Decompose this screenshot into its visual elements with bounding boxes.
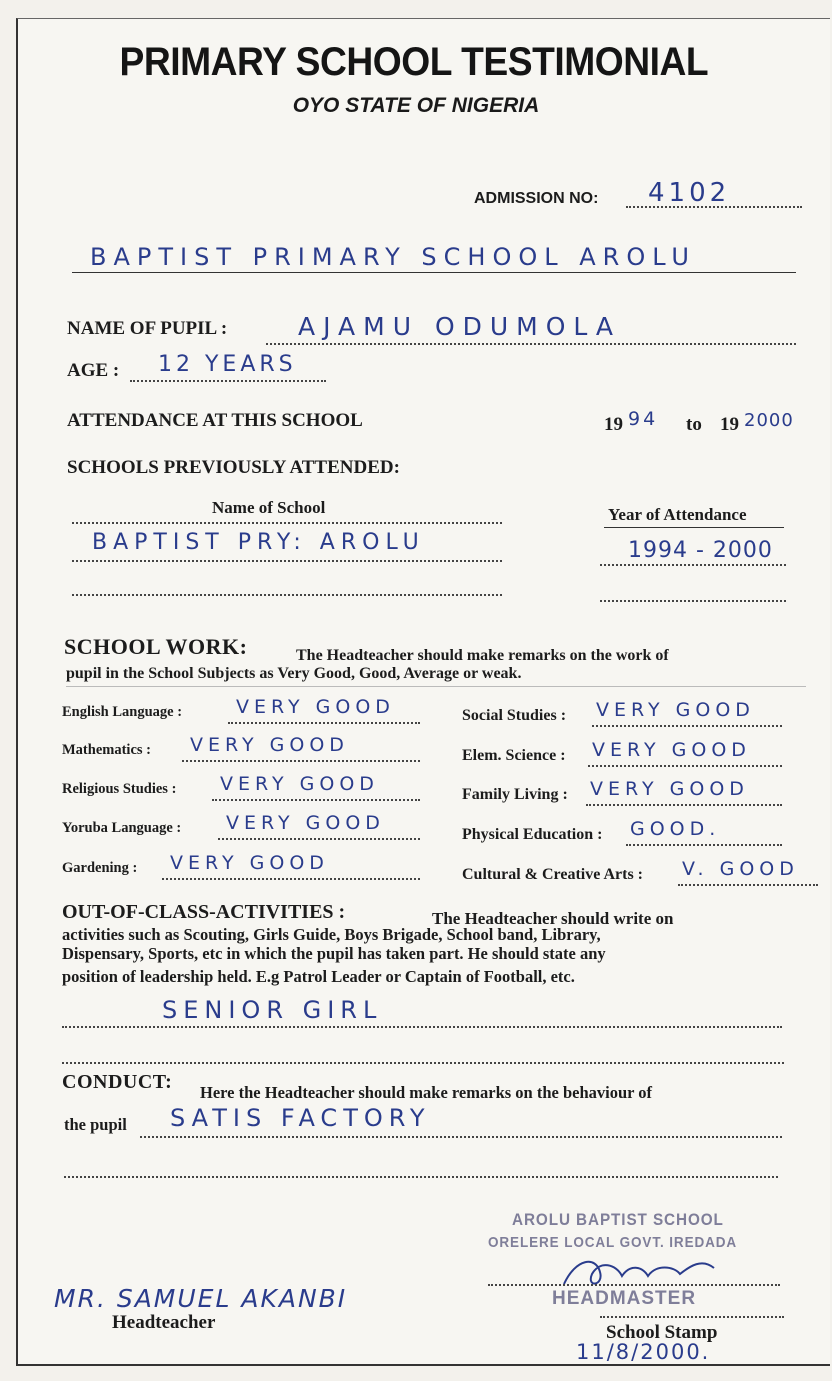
subject-line	[162, 878, 420, 880]
date-value: 11/8/2000.	[576, 1340, 711, 1364]
year-header-line	[604, 527, 784, 528]
stamp-line-1: AROLU BAPTIST SCHOOL	[512, 1210, 724, 1229]
prev-school-value: BAPTIST PRY: AROLU	[92, 530, 425, 555]
col-name-of-school: Name of School	[212, 498, 326, 517]
activities-line-3: Dispensary, Sports, etc in which the pupil has taken part. He should state any	[62, 944, 606, 963]
activities-line-1: The Headteacher should write on	[432, 909, 674, 928]
subject-grade: VERY GOOD	[592, 739, 751, 761]
activities-value: SENIOR GIRL	[162, 996, 383, 1024]
school-stamp-line	[600, 1316, 784, 1318]
subject-line	[586, 804, 782, 806]
conduct-line-a	[140, 1136, 782, 1138]
stamp-line-3: HEADMASTER	[552, 1288, 697, 1309]
pupil-name-line	[266, 343, 796, 345]
age-label: AGE :	[67, 360, 120, 381]
subject-line	[588, 765, 782, 767]
subject-grade: VERY GOOD	[590, 778, 749, 800]
previous-schools-heading: SCHOOLS PREVIOUSLY ATTENDED:	[67, 457, 400, 478]
activities-line-b	[62, 1062, 784, 1064]
prev-year-line-2	[600, 600, 786, 602]
subject-grade: VERY GOOD	[236, 696, 395, 718]
stamp-line	[488, 1284, 780, 1286]
school-work-heading: SCHOOL WORK:	[64, 634, 248, 659]
attendance-to-label: to	[686, 414, 702, 435]
subject-line	[228, 722, 420, 724]
school-name-value: BAPTIST PRIMARY SCHOOL AROLU	[90, 243, 696, 271]
age-value: 12 YEARS	[158, 352, 297, 377]
activities-heading: OUT-OF-CLASS-ACTIVITIES :	[62, 901, 346, 923]
admission-label: ADMISSION NO:	[474, 190, 599, 207]
subject-label: English Language :	[62, 704, 183, 720]
subject-label: Social Studies :	[462, 707, 567, 724]
subject-label: Cultural & Creative Arts :	[462, 866, 643, 883]
conduct-line-2: the pupil	[64, 1115, 127, 1134]
attendance-from-prefix: 19	[604, 414, 623, 435]
headteacher-name: MR. SAMUEL AKANBI	[54, 1284, 348, 1313]
school-stamp-label: School Stamp	[606, 1322, 718, 1343]
subject-grade: VERY GOOD	[226, 812, 385, 834]
admission-value: 4102	[648, 178, 731, 208]
subject-label: Yoruba Language :	[62, 820, 182, 836]
school-work-instruction-1: The Headteacher should make remarks on the work of	[296, 647, 669, 664]
activities-line-4: position of leadership held. E.g Patrol Leader or Captain of Football, etc.	[62, 967, 575, 986]
page-title: PRIMARY SCHOOL TESTIMONIAL	[119, 40, 709, 84]
subject-grade: VERY GOOD	[190, 734, 349, 756]
attendance-from-value: 94	[628, 408, 659, 430]
school-name-line	[72, 272, 796, 273]
subject-line	[592, 725, 782, 727]
subject-grade: VERY GOOD	[596, 699, 755, 721]
school-work-divider	[66, 686, 806, 687]
prev-year-line	[600, 564, 786, 566]
testimonial-page	[16, 18, 830, 1366]
age-line	[130, 380, 326, 382]
subject-label: Religious Studies :	[62, 781, 177, 797]
activities-line-a	[62, 1026, 782, 1028]
subject-label: Physical Education :	[462, 826, 603, 843]
subject-line	[678, 884, 818, 886]
activities-line-2: activities such as Scouting, Girls Guide, Boys Brigade, School band, Library,	[62, 925, 601, 944]
subject-label: Family Living :	[462, 786, 568, 803]
subject-grade: VERY GOOD	[170, 852, 329, 874]
subject-line	[212, 799, 420, 801]
prev-header-line	[72, 522, 502, 524]
stamp-line-2: ORELERE LOCAL GOVT. IREDADA	[488, 1234, 738, 1251]
prev-school-line	[72, 560, 502, 562]
subject-label: Elem. Science :	[462, 747, 566, 764]
prev-school-line-2	[72, 594, 502, 596]
conduct-value: SATIS FACTORY	[170, 1104, 431, 1132]
conduct-heading: CONDUCT:	[62, 1071, 173, 1093]
col-year-of-attendance: Year of Attendance	[608, 505, 747, 524]
subject-line	[626, 844, 782, 846]
page-subtitle: OYO STATE OF NIGERIA	[292, 94, 540, 117]
conduct-line-1: Here the Headteacher should make remarks on the behaviour of	[200, 1083, 653, 1102]
conduct-line-b	[64, 1176, 778, 1178]
subject-grade: VERY GOOD	[220, 773, 379, 795]
attendance-to-value: 2000	[744, 410, 794, 431]
subject-label: Gardening :	[62, 860, 138, 876]
attendance-to-prefix: 19	[720, 414, 739, 435]
subject-line	[182, 760, 420, 762]
subject-grade: GOOD.	[630, 818, 721, 840]
attendance-label: ATTENDANCE AT THIS SCHOOL	[67, 410, 363, 431]
headteacher-label: Headteacher	[112, 1312, 216, 1333]
school-work-instruction-2: pupil in the School Subjects as Very Good, Good, Average or weak.	[66, 665, 522, 682]
subject-line	[218, 838, 420, 840]
subject-label: Mathematics :	[62, 742, 151, 758]
pupil-name-label: NAME OF PUPIL :	[67, 318, 228, 339]
pupil-name-value: AJAMU ODUMOLA	[298, 312, 622, 341]
prev-year-value: 1994 - 2000	[628, 538, 773, 563]
subject-grade: V. GOOD	[682, 858, 799, 880]
